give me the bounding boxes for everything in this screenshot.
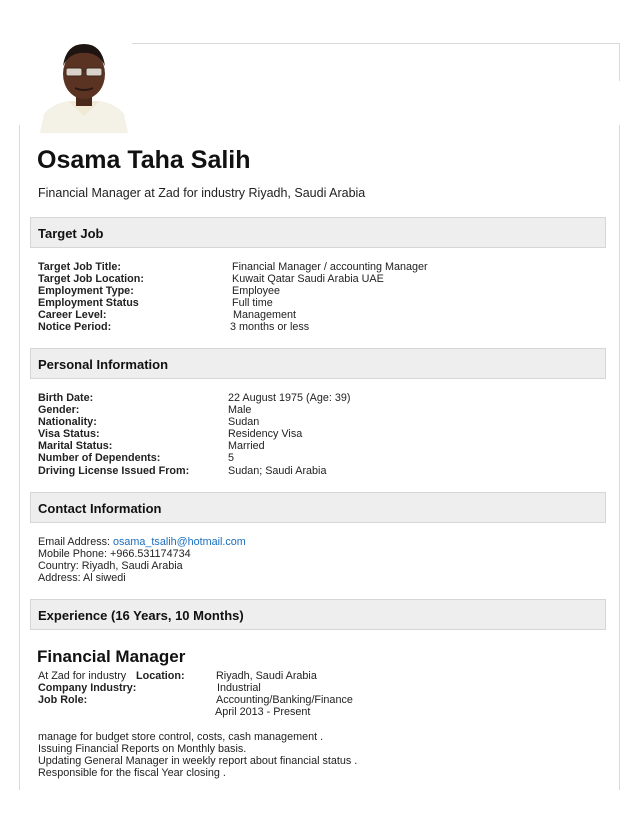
info-value: 3 months or less [230,321,310,334]
info-label: Marital Status: [38,440,113,453]
email-row [38,536,246,548]
info-value: 5 [228,452,235,465]
info-label: Visa Status: [38,428,100,441]
info-value: Employee [232,285,281,298]
info-label: Notice Period: [38,321,112,334]
section-target-job [30,217,606,248]
info-label: Job Role: [38,694,88,707]
info-label: Company Industry: [38,682,137,695]
section-title: Contact Information [38,501,162,516]
section-title: Experience (16 Years, 10 Months) [38,608,244,623]
section-title: Target Job [38,226,104,241]
info-label: Location: [136,670,185,682]
info-value: Financial Manager / accounting Manager [232,261,428,273]
job-dates: April 2013 - Present [215,706,311,719]
info-value: Management [233,309,297,322]
page-frame-right [619,125,620,790]
candidate-headline: Financial Manager at Zad for industry Riyadh, Saudi Arabia [38,186,366,200]
description-line: Responsible for the fiscal Year closing . [38,767,226,780]
description-line: Issuing Financial Reports on Monthly basis. [38,743,247,756]
mobile-phone: Mobile Phone: +966.531174734 [38,548,191,561]
info-value: Kuwait Qatar Saudi Arabia UAE [232,273,384,286]
email-label: Email Address: [38,536,111,548]
info-label: Nationality: [38,416,97,429]
info-value: Industrial [217,682,261,695]
info-value: Sudan; Saudi Arabia [228,464,327,477]
info-value: Riyadh, Saudi Arabia [216,670,317,682]
section-title: Personal Information [38,357,169,372]
info-label: Employment Status [38,297,139,310]
contact-details [38,536,246,584]
page-frame-left [19,125,20,790]
section-contact-information [30,492,606,523]
info-value: 22 August 1975 (Age: 39) [228,392,351,404]
candidate-name: Osama Taha Salih [37,146,251,174]
description-line: Updating General Manager in weekly report about financial status . [38,755,358,768]
page-frame-top [132,43,620,44]
job-description [38,731,357,779]
page-frame-right-top [619,43,620,81]
company-prefix: At Zad for industry [38,670,127,682]
section-experience [30,599,606,630]
section-personal-information [30,348,606,379]
info-label: Gender: [38,404,80,417]
profile-photo [38,40,130,133]
info-label: Target Job Title: [38,261,121,273]
address: Address: Al siwedi [38,572,126,585]
info-value: Married [228,440,265,453]
job-title: Financial Manager [37,647,186,666]
info-label: Target Job Location: [38,273,144,286]
info-value: Male [228,404,252,417]
description-line: manage for budget store control, costs, cash management . [38,731,324,743]
country: Country: Riyadh, Saudi Arabia [38,560,183,573]
info-label: Birth Date: [38,392,94,404]
info-value: Full time [232,297,273,310]
email-link[interactable]: osama_tsalih@hotmail.com [113,536,246,548]
info-label: Career Level: [38,309,107,322]
info-label: Number of Dependents: [38,452,161,465]
info-label: Employment Type: [38,285,134,298]
info-value: Accounting/Banking/Finance [216,694,353,707]
info-value: Residency Visa [228,428,303,441]
info-label: Driving License Issued From: [38,464,190,477]
info-value: Sudan [228,416,260,429]
